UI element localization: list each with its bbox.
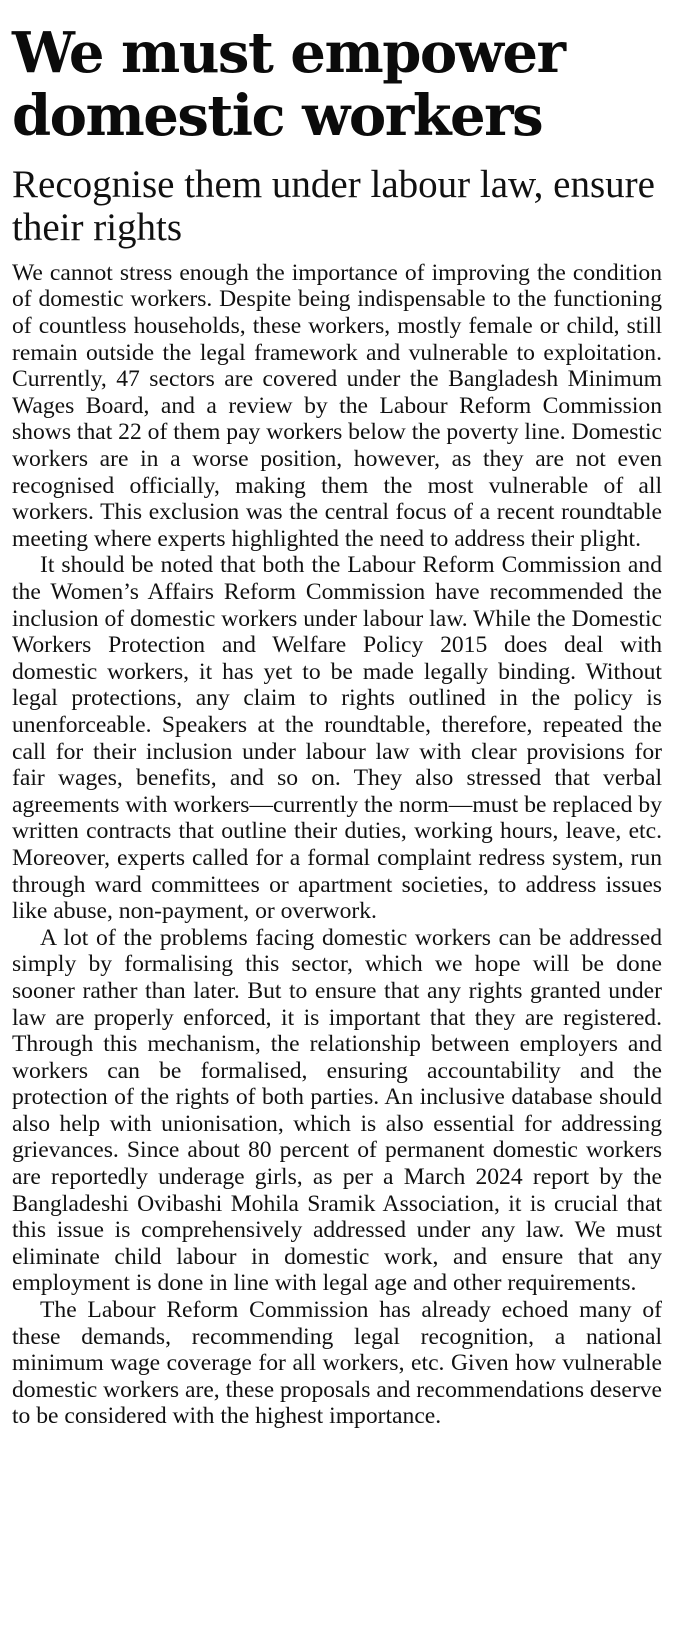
paragraph-2: It should be noted that both the Labour Reform Commission and the Women’s Affairs Reform Commission have recommended the inclusion of domestic workers under labour law. While the Domestic Workers Protection and Welfare Policy 2015 does deal with domestic workers, it has yet to be made legally binding. Without legal protections, any claim to rights outlined in the policy is unenforceable. Speakers at the roundtable, therefore, repeated the call for their inclusion under labour law with clear provisions for fair wages, benefits, and so on. They also stressed that verbal agreements with workers—currently the norm—must be replaced by written contracts that outline their duties, working hours, leave, etc. Moreover, experts called for a formal complaint redress system, run through ward committees or apartment societies, to address issues like abuse, non-payment, or overwork. — [12, 552, 662, 925]
headline: We must empower domestic workers — [12, 20, 565, 150]
paragraph-3: A lot of the problems facing domestic workers can be addressed simply by formalising this sector, which we hope will be done sooner rather than later. But to ensure that any rights granted under law are properly enforced, it is important that they are registered. Through this mechanism, the relationship between employers and workers can be formalised, ensuring accountability and the protection of the rights of both parties. An inclusive database should also help with unionisation, which is also essential for addressing grievances. Since about 80 percent of permanent domestic workers are reportedly underage girls, as per a March 2024 report by the Bangladeshi Ovibashi Mohila Sramik Association, it is crucial that this issue is comprehensively addressed under any law. We must eliminate child labour in domestic work, and ensure that any employment is done in line with legal age and other requirements. — [12, 924, 662, 1297]
article-body — [12, 260, 662, 1430]
subheadline: Recognise them under labour law, ensure their rights — [12, 162, 655, 250]
paragraph-4: The Labour Reform Commission has already echoed many of these demands, recommending legal recognition, a national minimum wage coverage for all workers, etc. Given how vulnerable domestic workers are, these proposals and recommendations deserve to be considered with the highest importance. — [12, 1297, 662, 1430]
paragraph-1: We cannot stress enough the importance of improving the condition of domestic workers. Despite being indispensable to the functioning of countless households, these workers, mostly female or child, still remain outside the legal framework and vulnerable to exploitation. Currently, 47 sectors are covered under the Bangladesh Minimum Wages Board, and a review by the Labour Reform Commission shows that 22 of them pay workers below the poverty line. Domestic workers are in a worse position, however, as they are not even recognised officially, making them the most vulnerable of all workers. This exclusion was the central focus of a recent roundtable meeting where experts highlighted the need to address their plight. — [12, 259, 663, 552]
